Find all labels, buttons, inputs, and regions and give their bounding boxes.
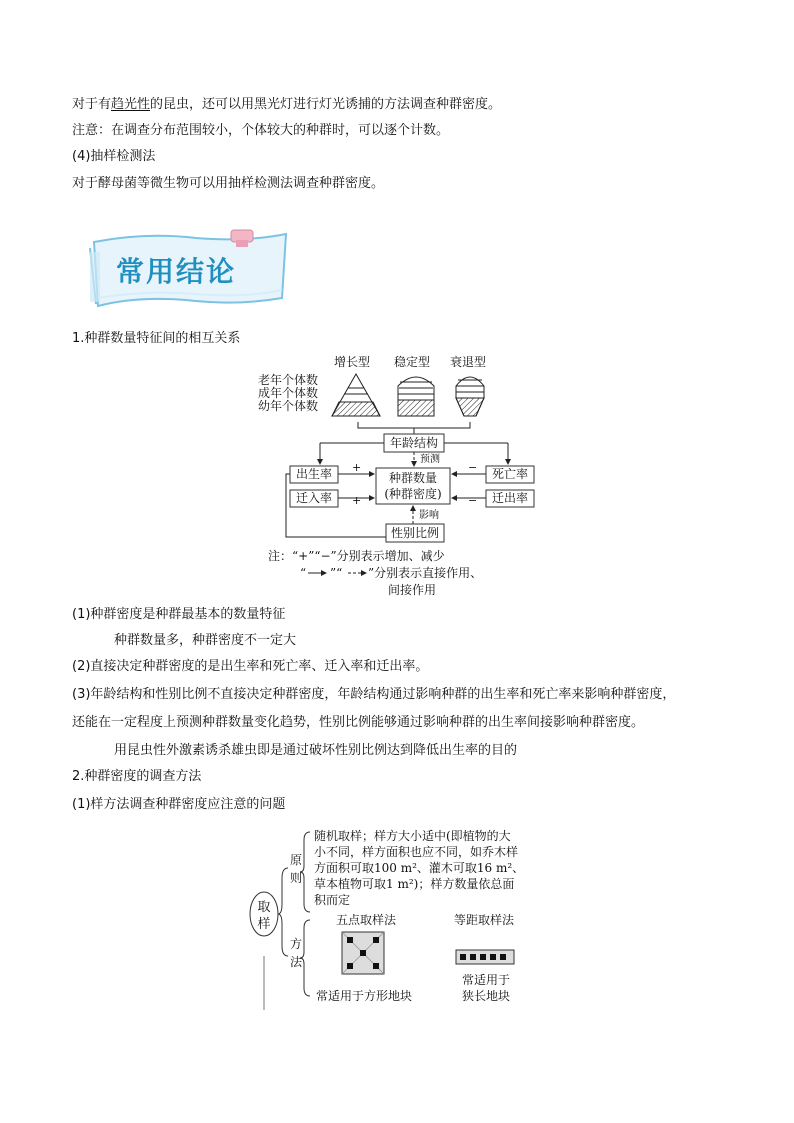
section1-heading: 1.种群数量特征间的相互关系: [72, 331, 241, 346]
sign-plus-immigration: +: [352, 494, 362, 507]
equidistant-use-1: 常适用于: [462, 973, 511, 987]
text-line-yeast: 对于酵母菌等微生物可以用抽样检测法调查种群密度。: [72, 176, 385, 191]
note-line-2-end: ”分别表示直接作用、: [368, 566, 483, 580]
sign-plus-birth: +: [352, 461, 362, 474]
label-population-size: 种群数量: [388, 471, 438, 485]
age-label-adult: 成年个体数: [258, 386, 319, 400]
method-label-1: 方: [290, 937, 303, 951]
pyramid-decline: [456, 377, 484, 416]
pyramid-stable: [398, 377, 434, 416]
label-sex-ratio: 性别比例: [390, 526, 440, 540]
section2-heading: 2.种群密度的调查方法: [72, 769, 202, 784]
pyramid-label-growth: 增长型: [334, 355, 371, 369]
equidistant-title: 等距取样法: [454, 913, 515, 927]
sign-minus-emigration: −: [468, 494, 478, 507]
label-immigration-rate: 迁入率: [295, 491, 333, 505]
equidistant-strip: [456, 950, 514, 964]
point-1: (1)种群密度是种群最基本的数量特征: [72, 607, 286, 622]
text-line-note: 注意：在调查分布范围较小，个体较大的种群时，可以逐个计数。: [72, 123, 450, 138]
label-death-rate: 死亡率: [491, 467, 529, 481]
five-point-use: 常适用于方形地块: [316, 989, 413, 1003]
point-3-line1: (3)年龄结构和性别比例不直接决定种群密度，年龄结构通过影响种群的出生率和死亡率来影响种群密度，: [72, 687, 676, 702]
label-population-density: (种群密度): [384, 487, 442, 501]
pyramid-growth: [332, 374, 380, 416]
principle-line-4: 草本植物可取1 m²)；样方数量依总面: [314, 877, 515, 891]
label-predict: 预测: [420, 454, 440, 465]
method-label-2: 法: [290, 955, 303, 969]
sampling-diagram: [244, 818, 544, 1014]
text-line-sampling-heading: (4)抽样检测法: [72, 149, 156, 164]
banner-title: 常用结论: [116, 255, 237, 288]
root-label-2: 样: [257, 917, 271, 932]
age-label-young: 幼年个体数: [258, 399, 319, 413]
five-point-title: 五点取样法: [336, 913, 397, 927]
note-line-1: 注：“+”“−”分别表示增加、减少: [268, 549, 445, 563]
root-label-1: 取: [257, 900, 271, 915]
section2-sub1: (1)样方法调查种群密度应注意的问题: [72, 797, 286, 812]
principle-line-5: 积而定: [314, 893, 351, 907]
point-3-line2: 还能在一定程度上预测种群数量变化趋势，性别比例能够通过影响种群的出生率间接影响种群密度。: [72, 715, 645, 730]
label-birth-rate: 出生率: [295, 467, 333, 481]
pyramid-label-stable: 稳定型: [394, 355, 431, 369]
population-relationship-diagram: [250, 350, 550, 600]
point-2: (2)直接决定种群密度的是出生率和死亡率、迁入率和迁出率。: [72, 659, 429, 674]
principle-label-1: 原: [290, 853, 303, 867]
note-line-2-open: “: [300, 566, 307, 580]
age-label-old: 老年个体数: [258, 373, 319, 387]
keyword-phototaxis: 趋光性: [111, 97, 151, 112]
text-line-phototaxis: 对于有趋光性的昆虫，还可以用黑光灯进行灯光诱捕的方法调查种群密度。: [72, 97, 502, 112]
principle-label-2: 则: [290, 871, 303, 885]
point-1-note: 种群数量多，种群密度不一定大: [114, 633, 297, 648]
pyramid-label-decline: 衰退型: [450, 355, 487, 369]
point-3-note: 用昆虫性外激素诱杀雄虫即是通过破坏性别比例达到降低出生率的目的: [114, 743, 518, 758]
five-point-grid: [342, 932, 384, 974]
label-age-structure: 年龄结构: [389, 436, 439, 450]
sign-minus-death: −: [468, 461, 478, 474]
label-emigration-rate: 迁出率: [491, 491, 529, 505]
note-line-2-mid: ”“: [330, 566, 343, 580]
note-line-3: 间接作用: [388, 583, 437, 597]
principle-line-1: 随机取样；样方大小适中(即植物的大: [314, 829, 511, 843]
label-influence: 影响: [419, 510, 439, 521]
principle-line-2: 小不同，样方面积也应不同，如乔木样: [314, 845, 519, 859]
equidistant-use-2: 狭长地块: [462, 989, 511, 1003]
principle-line-3: 方面积可取100 m²、灌木可取16 m²、: [314, 861, 525, 875]
